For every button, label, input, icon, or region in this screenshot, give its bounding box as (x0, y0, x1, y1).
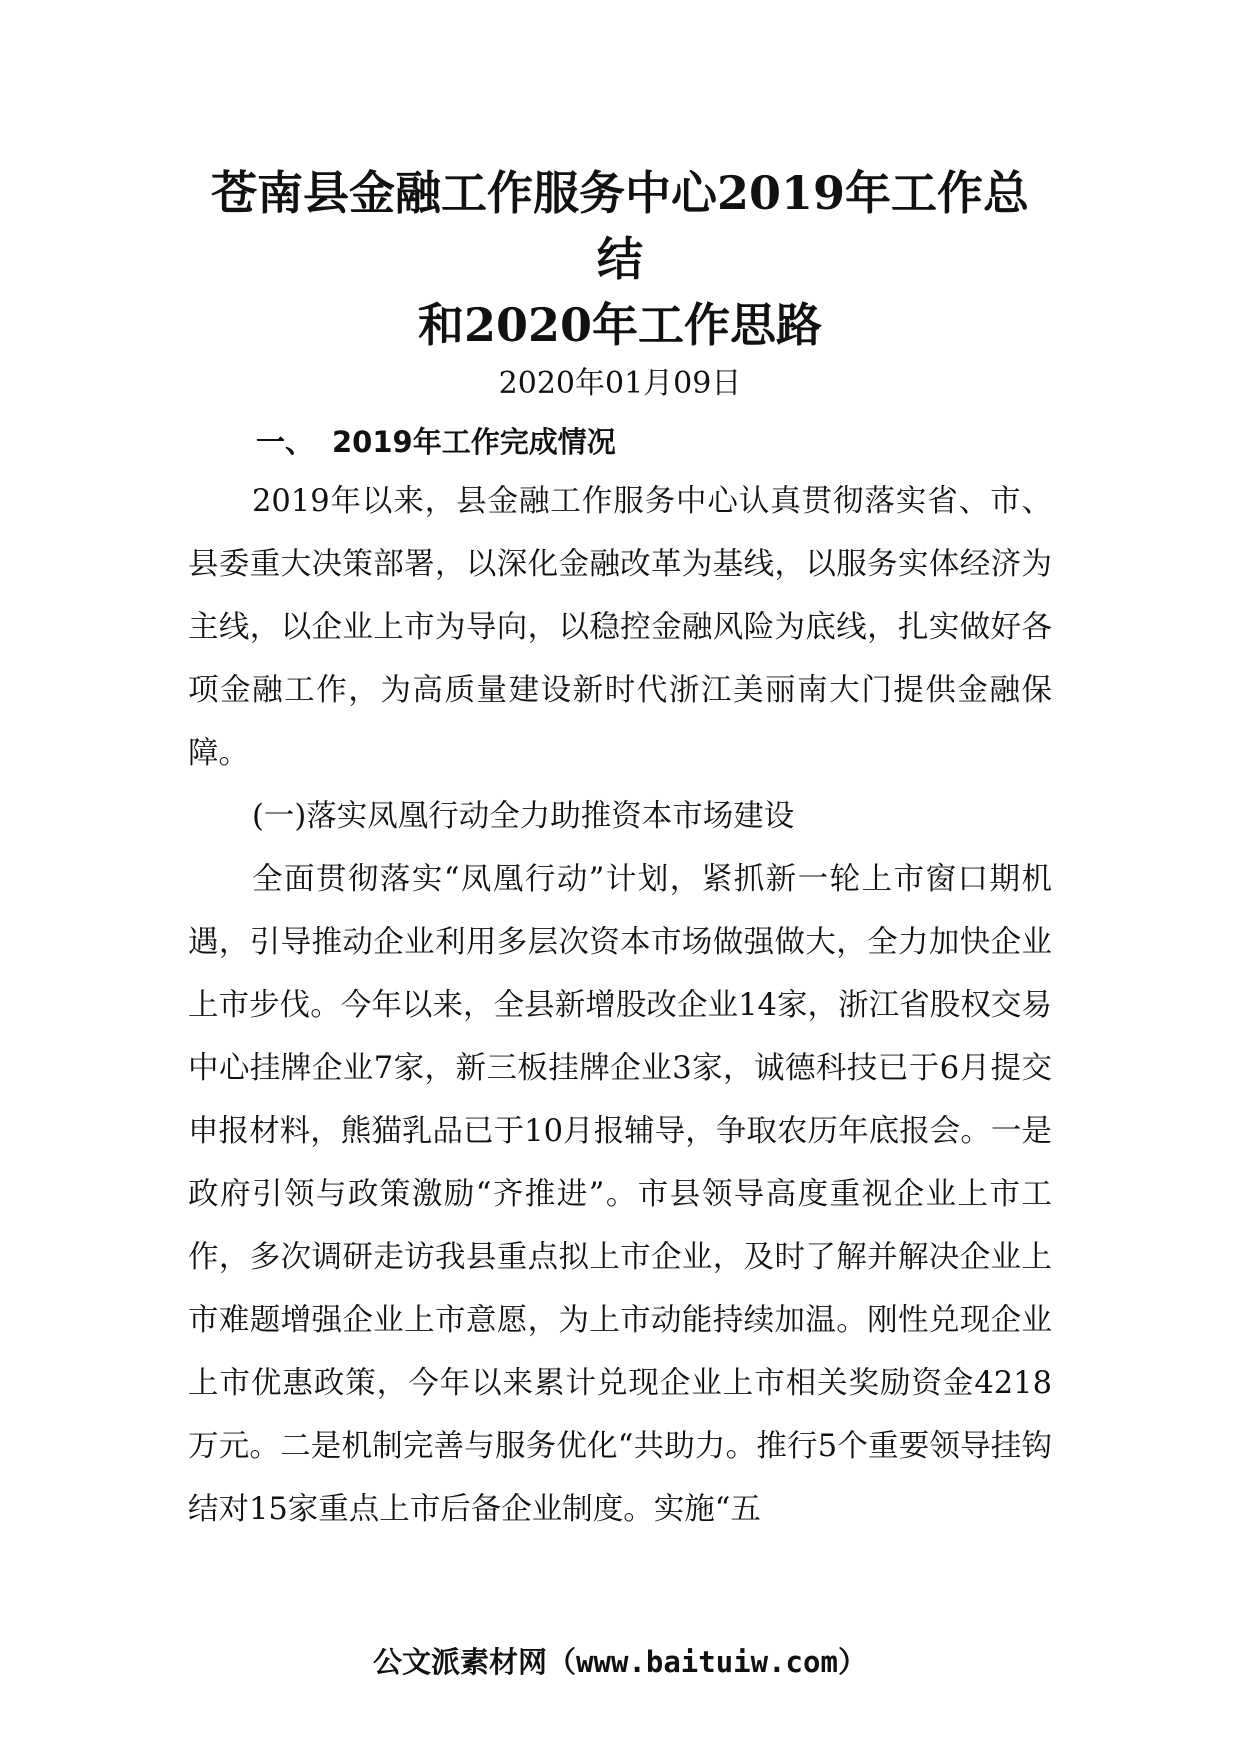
document-title (188, 160, 1052, 358)
title-line-1: 苍南县金融工作服务中心2019年工作总结 (210, 166, 1030, 286)
subsection-heading-1: (一)落实凤凰行动全力助推资本市场建设 (252, 799, 795, 834)
title-line-2: 和2020年工作思路 (417, 298, 823, 352)
paragraph-phoenix-action: 全面贯彻落实“凤凰行动”计划，紧抓新一轮上市窗口期机遇，引导推动企业利用多层次资本市场做强做大，全力加快企业上市步伐。今年以来，全县新增股改企业14家，浙江省股权交易中心挂牌企业7家，新三板挂牌企业3家，诚德科技已于6月提交申报材料，熊猫乳品已于10月报辅导，争取农历年底报会。一是政府引领与政策激励“齐推进”。市县领导高度重视企业上市工作，多次调研走访我县重点拟上市企业，及时了解并解决企业上市难题增强企业上市意愿，为上市动能持续加温。刚性兑现企业上市优惠政策，今年以来累计兑现企业上市相关奖励资金4218万元。二是机制完善与服务优化“共助力。推行5个重要领导挂钩结对15家重点上市后备企业制度。实施“五 (188, 862, 1052, 1527)
section-heading-1 (188, 422, 1052, 462)
document-page (188, 160, 1052, 1541)
footer-watermark: 公文派素材网（www.baituiw.com） (373, 1645, 867, 1679)
section-number: 一、 (256, 425, 315, 459)
document-date: 2020年01月09日 (498, 366, 742, 401)
section-title: 2019年工作完成情况 (332, 425, 616, 459)
paragraph-intro: 2019年以来，县金融工作服务中心认真贯彻落实省、市、县委重大决策部署，以深化金融改革为基线，以服务实体经济为主线，以企业上市为导向，以稳控金融风险为底线，扎实做好各项金融工作，为高质量建设新时代浙江美丽南大门提供金融保障。 (188, 484, 1052, 771)
